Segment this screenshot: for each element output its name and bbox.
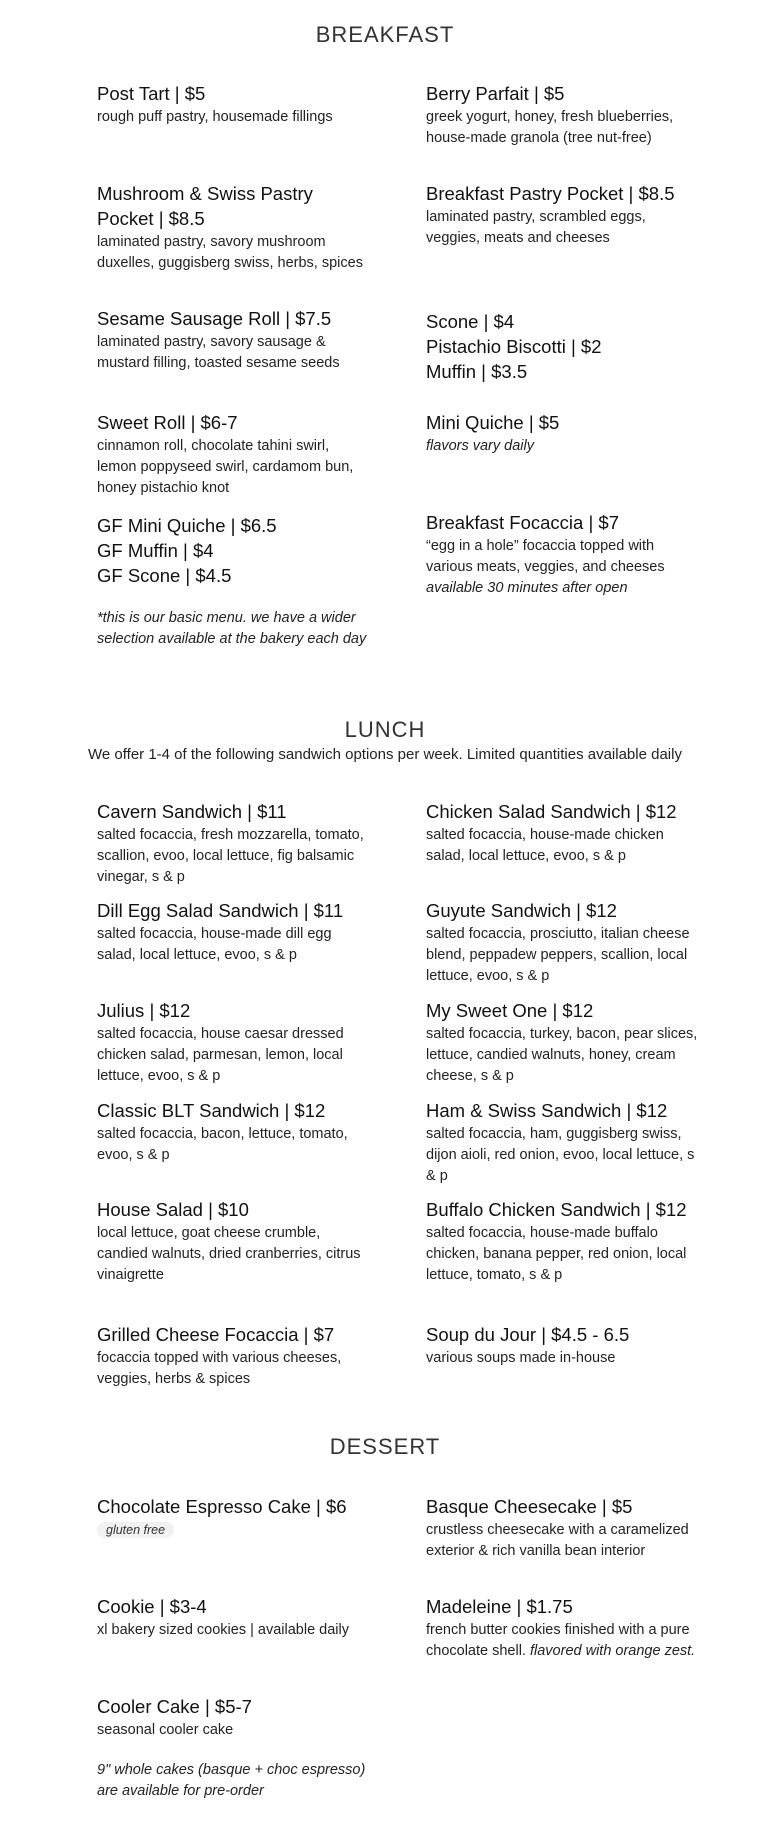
- item-title: GF Scone | $4.5: [97, 565, 232, 586]
- menu-item-guyute-sandwich: [426, 898, 701, 987]
- item-title: My Sweet One | $12: [426, 1000, 594, 1021]
- menu-item-classic-blt: [97, 1098, 372, 1166]
- menu-item-grilled-cheese-focaccia: [97, 1322, 372, 1390]
- item-title: Sweet Roll | $6-7: [97, 412, 238, 433]
- menu-item-breakfast-focaccia: [426, 510, 701, 599]
- item-desc: salted focaccia, house-made buffalo chicken, banana pepper, red onion, local lettuce, tomato, s & p: [426, 1225, 687, 1283]
- item-desc: [426, 1620, 701, 1662]
- menu-item-gf-group: [97, 513, 372, 588]
- dessert-heading: DESSERT: [329, 1434, 441, 1459]
- item-desc: salted focaccia, bacon, lettuce, tomato, evoo, s & p: [97, 1126, 348, 1163]
- item-title: GF Muffin | $4: [97, 540, 214, 561]
- item-title: Mushroom & Swiss Pastry Pocket | $8.5: [97, 183, 313, 229]
- item-title: Cookie | $3-4: [97, 1596, 207, 1617]
- menu-item-my-sweet-one: [426, 998, 701, 1087]
- item-desc: salted focaccia, house-made chicken salad, local lettuce, evoo, s & p: [426, 827, 664, 864]
- menu-item-house-salad: [97, 1197, 372, 1286]
- item-desc: laminated pastry, savory mushroom duxelles, guggisberg swiss, herbs, spices: [97, 234, 363, 271]
- menu-item-post-tart: [97, 81, 372, 128]
- item-title: GF Mini Quiche | $6.5: [97, 515, 277, 536]
- item-title: Guyute Sandwich | $12: [426, 900, 617, 921]
- menu-item-berry-parfait: [426, 81, 701, 149]
- madeleine-desc: french butter cookies finished with a pure chocolate shell.: [426, 1622, 690, 1659]
- item-title: Mini Quiche | $5: [426, 412, 560, 433]
- item-desc: rough puff pastry, housemade fillings: [97, 109, 333, 125]
- item-desc: salted focaccia, turkey, bacon, pear slices, lettuce, candied walnuts, honey, cream cheese, s & p: [426, 1026, 698, 1084]
- item-desc: laminated pastry, scrambled eggs, veggies, meats and cheeses: [426, 209, 646, 246]
- item-desc: cinnamon roll, chocolate tahini swirl, lemon poppyseed swirl, cardamom bun, honey pistachio knot: [97, 438, 354, 496]
- item-title: Soup du Jour | $4.5 - 6.5: [426, 1324, 630, 1345]
- item-title: Madeleine | $1.75: [426, 1596, 573, 1617]
- menu-item-julius: [97, 998, 372, 1087]
- menu-item-soup-du-jour: [426, 1322, 701, 1369]
- item-desc: salted focaccia, house-made dill egg salad, local lettuce, evoo, s & p: [97, 926, 332, 963]
- menu-item-scone-group: [426, 309, 701, 384]
- item-desc: greek yogurt, honey, fresh blueberries, house-made granola (tree nut-free): [426, 109, 674, 146]
- menu-item-dill-egg-salad: [97, 898, 372, 966]
- menu-item-ham-swiss-sandwich: [426, 1098, 701, 1187]
- item-title: Pistachio Biscotti | $2: [426, 336, 602, 357]
- item-title: Breakfast Pastry Pocket | $8.5: [426, 183, 675, 204]
- item-desc: salted focaccia, house caesar dressed chicken salad, parmesan, lemon, local lettuce, evoo, s & p: [97, 1026, 344, 1084]
- item-title: Cooler Cake | $5-7: [97, 1696, 252, 1717]
- item-desc-italic: available 30 minutes after open: [426, 580, 628, 596]
- item-title: Breakfast Focaccia | $7: [426, 512, 619, 533]
- item-desc: various soups made in-house: [426, 1350, 616, 1366]
- item-title: Buffalo Chicken Sandwich | $12: [426, 1199, 687, 1220]
- item-title: Chocolate Espresso Cake | $6: [97, 1496, 347, 1517]
- item-title: Muffin | $3.5: [426, 361, 528, 382]
- item-desc: focaccia topped with various cheeses, veggies, herbs & spices: [97, 1350, 342, 1387]
- item-desc: salted focaccia, prosciutto, italian cheese blend, peppadew peppers, scallion, local lettuce, evoo, s & p: [426, 926, 690, 984]
- menu-item-buffalo-chicken-sandwich: [426, 1197, 701, 1286]
- menu-item-cavern-sandwich: [97, 799, 372, 888]
- item-title: Basque Cheesecake | $5: [426, 1496, 633, 1517]
- item-desc: laminated pastry, savory sausage & mustard filling, toasted sesame seeds: [97, 334, 340, 371]
- madeleine-desc-italic: flavored with orange zest.: [529, 1643, 696, 1659]
- breakfast-heading: BREAKFAST: [315, 22, 455, 47]
- breakfast-note: *this is our basic menu. we have a wider selection available at the bakery each day: [97, 610, 367, 647]
- item-desc: salted focaccia, fresh mozzarella, tomato, scallion, evoo, local lettuce, fig balsamic vinegar, s & p: [97, 827, 364, 885]
- item-title: Cavern Sandwich | $11: [97, 801, 287, 822]
- item-desc: “egg in a hole” focaccia topped with various meats, veggies, and cheeses: [426, 538, 665, 575]
- menu-item-cookie: [97, 1594, 372, 1641]
- item-desc: salted focaccia, ham, guggisberg swiss, dijon aioli, red onion, evoo, local lettuce, s & p: [426, 1126, 695, 1184]
- menu-item-chocolate-espresso-cake: [97, 1494, 372, 1539]
- menu-item-chicken-salad-sandwich: [426, 799, 701, 867]
- item-title: Dill Egg Salad Sandwich | $11: [97, 900, 344, 921]
- item-desc: seasonal cooler cake: [97, 1722, 234, 1738]
- gluten-free-badge: gluten free: [97, 1522, 174, 1538]
- item-title: Berry Parfait | $5: [426, 83, 565, 104]
- item-desc: flavors vary daily: [426, 438, 534, 454]
- item-title: Julius | $12: [97, 1000, 191, 1021]
- menu-item-cooler-cake: [97, 1694, 372, 1741]
- lunch-subtitle: We offer 1-4 of the following sandwich options per week. Limited quantities available daily: [88, 746, 682, 763]
- item-desc: crustless cheesecake with a caramelized exterior & rich vanilla bean interior: [426, 1522, 689, 1559]
- menu-item-mini-quiche: [426, 410, 701, 457]
- item-title: Sesame Sausage Roll | $7.5: [97, 308, 332, 329]
- item-title: Post Tart | $5: [97, 83, 206, 104]
- menu-item-basque-cheesecake: [426, 1494, 701, 1562]
- menu-item-madeleine: [426, 1594, 701, 1662]
- item-title: House Salad | $10: [97, 1199, 249, 1220]
- item-desc: local lettuce, goat cheese crumble, candied walnuts, dried cranberries, citrus vinaigrette: [97, 1225, 361, 1283]
- lunch-heading: LUNCH: [344, 717, 426, 742]
- item-title: Ham & Swiss Sandwich | $12: [426, 1100, 668, 1121]
- menu-item-sweet-roll: [97, 410, 372, 499]
- dessert-note: 9" whole cakes (basque + choc espresso) are available for pre-order: [97, 1762, 366, 1799]
- item-title: Grilled Cheese Focaccia | $7: [97, 1324, 335, 1345]
- menu-item-sesame-sausage-roll: [97, 306, 372, 374]
- item-title: Classic BLT Sandwich | $12: [97, 1100, 326, 1121]
- item-title: Chicken Salad Sandwich | $12: [426, 801, 677, 822]
- menu-item-mushroom-swiss: [97, 181, 372, 274]
- menu-item-breakfast-pastry-pocket: [426, 181, 701, 249]
- item-title: Scone | $4: [426, 311, 515, 332]
- item-desc: xl bakery sized cookies | available daily: [97, 1622, 350, 1638]
